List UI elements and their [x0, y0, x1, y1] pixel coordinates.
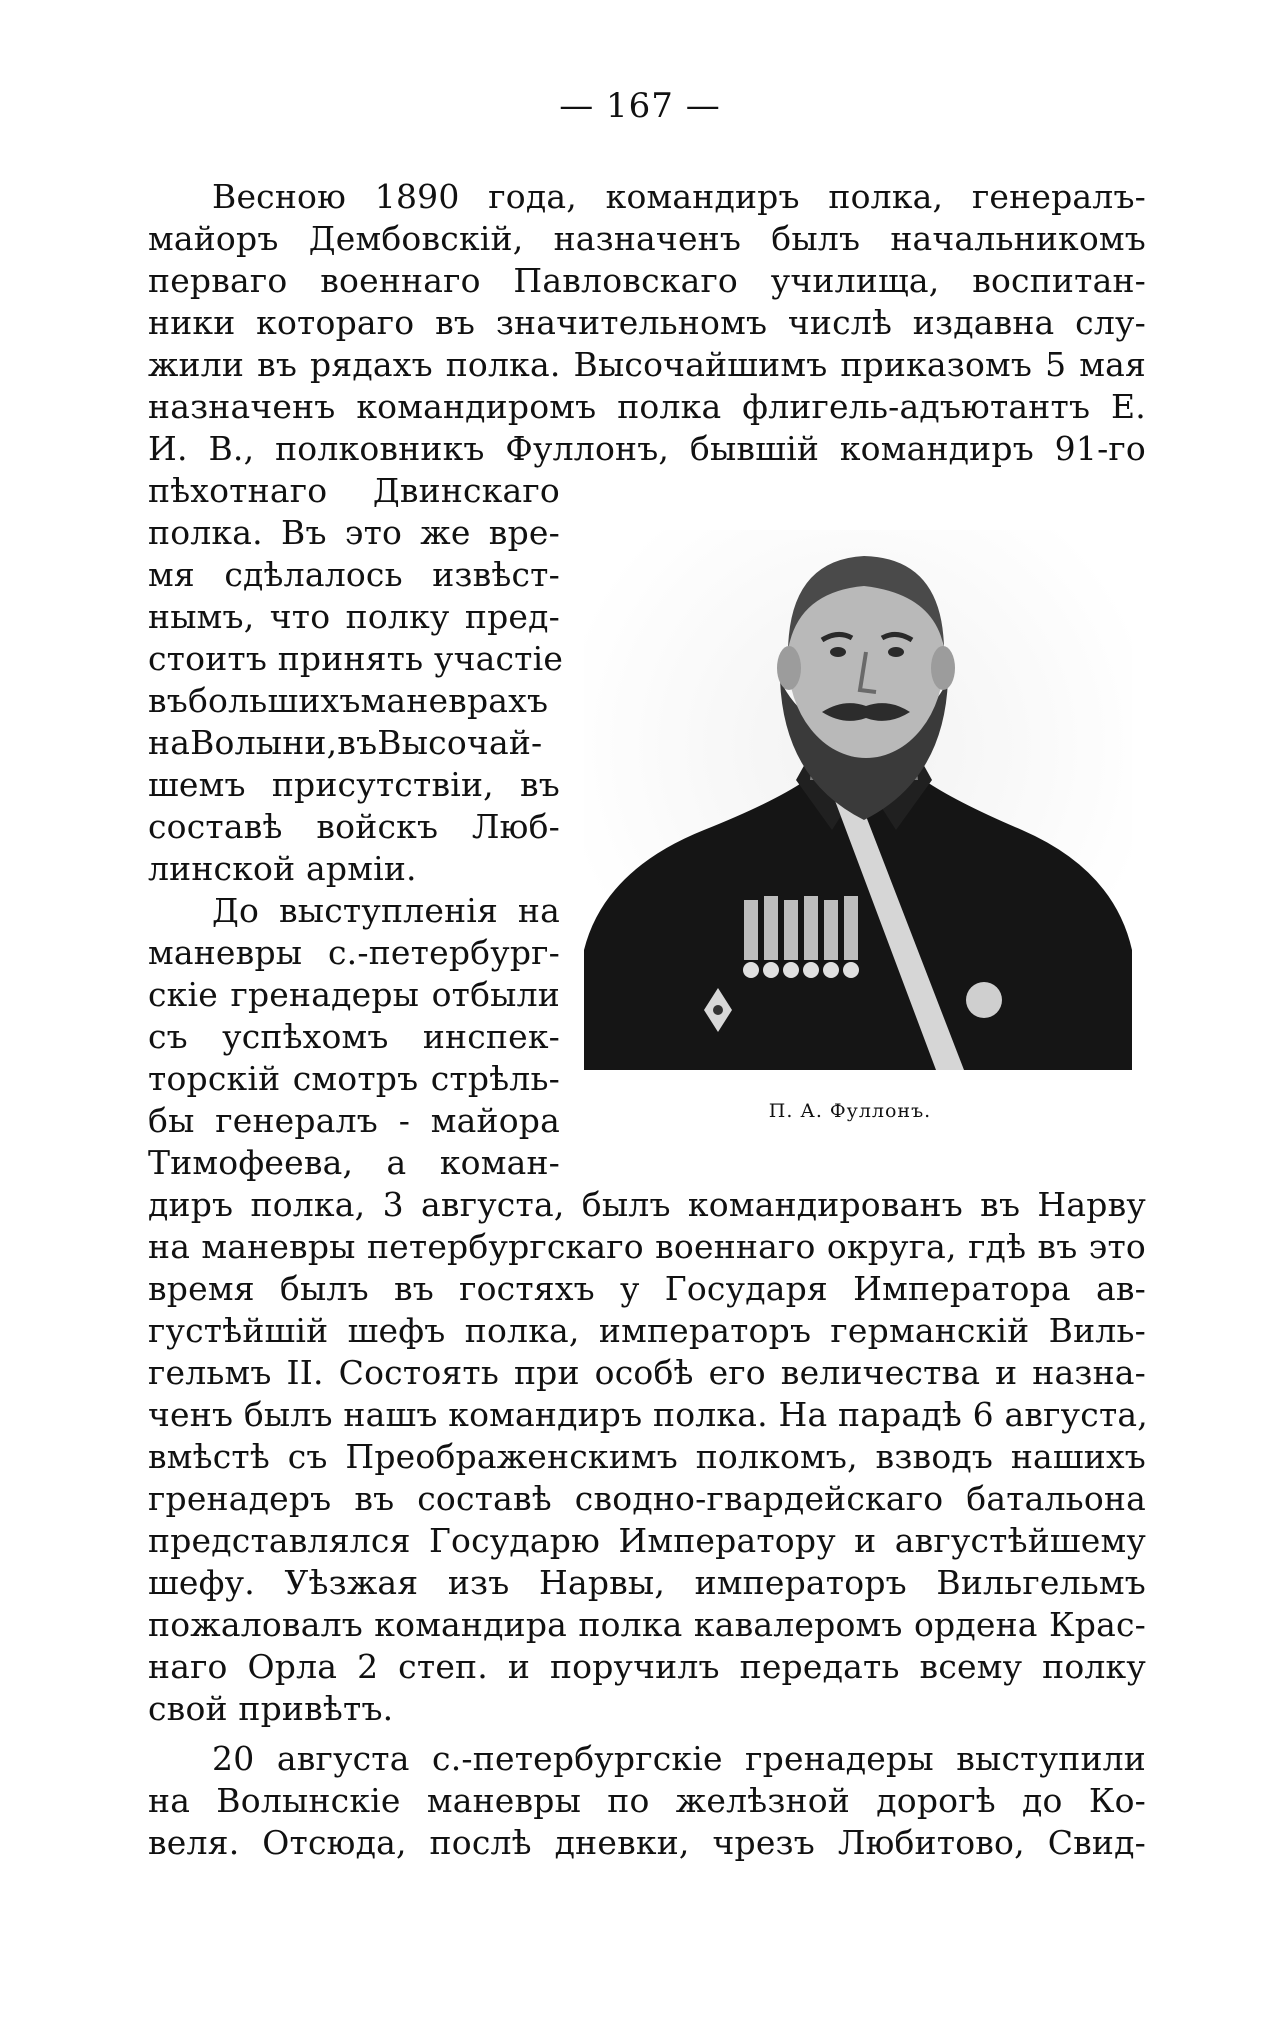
text-line-39: на Волынскіе маневры по желѣзной дорогѣ до Ко- [148, 1781, 1146, 1820]
text-line-6: назначенъ командиромъ полка флигель-адъютантъ Е. [148, 387, 1146, 426]
text-line-17: линской арміи. [148, 849, 417, 888]
text-line-40: веля. Отсюда, послѣ дневки, чрезъ Любитово, Свид- [148, 1823, 1146, 1862]
text-line-7: И. В., полковникъ Фуллонъ, бывшій командиръ 91-го [148, 429, 1146, 468]
text-line-11: нымъ, что полку пред- [148, 597, 560, 636]
text-line-19: маневры с.-петербург- [148, 933, 560, 972]
text-line-9: полка. Въ это же вре- [148, 513, 560, 552]
text-line-37: свой привѣтъ. [148, 1689, 394, 1728]
text-line-3: перваго военнаго Павловскаго училища, воспитан- [148, 261, 1146, 300]
text-line-2: майоръ Дембовскій, назначенъ былъ начальникомъ [148, 219, 1146, 258]
text-line-26: на маневры петербургскаго военнаго округа, гдѣ въ это [148, 1227, 1146, 1266]
text-line-36: наго Орла 2 степ. и поручилъ передать всему полку [148, 1647, 1146, 1686]
text-line-18: До выступленія на [212, 891, 560, 930]
text-line-21: съ успѣхомъ инспек- [148, 1017, 560, 1056]
text-line-12: стоитъ принять участіе [148, 639, 564, 678]
portrait-photo [584, 530, 1132, 1070]
text-line-24: Тимофеева, а коман- [148, 1143, 560, 1182]
text-line-34: шефу. Уѣзжая изъ Нарвы, императоръ Вильгельмъ [148, 1563, 1146, 1602]
text-line-31: вмѣстѣ съ Преображенскимъ полкомъ, взводъ нашихъ [148, 1437, 1146, 1476]
text-line-5: жили въ рядахъ полка. Высочайшимъ приказомъ 5 мая [148, 345, 1146, 384]
text-line-33: представлялся Государю Императору и августѣйшему [148, 1521, 1146, 1560]
text-line-8: пѣхотнаго Двинскаго [148, 471, 560, 510]
text-line-27: время былъ въ гостяхъ у Государя Императора ав- [148, 1269, 1146, 1308]
text-line-10: мя сдѣлалось извѣст- [148, 555, 560, 594]
text-line-22: торскій смотръ стрѣль- [148, 1059, 560, 1098]
text-line-1: Весною 1890 года, командиръ полка, генералъ- [212, 177, 1146, 216]
text-line-35: пожаловалъ командира полка кавалеромъ ордена Крас- [148, 1605, 1146, 1644]
text-line-13: въбольшихъманеврахъ [148, 681, 549, 720]
text-line-23: бы генералъ - майора [148, 1101, 560, 1140]
text-line-15: шемъ присутствіи, въ [148, 765, 560, 804]
text-line-29: гельмъ II. Состоять при особѣ его величества и назна- [148, 1353, 1146, 1392]
text-line-38: 20 августа с.-петербургскіе гренадеры выступили [212, 1739, 1146, 1778]
portrait-caption: П. А. Фуллонъ. [768, 1100, 932, 1122]
text-line-20: скіе гренадеры отбыли [148, 975, 560, 1014]
text-line-16: составѣ войскъ Люб- [148, 807, 560, 846]
text-line-4: ники котораго въ значительномъ числѣ издавна слу- [148, 303, 1146, 342]
text-line-28: густѣйшій шефъ полка, императоръ германскій Виль- [148, 1311, 1146, 1350]
text-line-25: диръ полка, 3 августа, былъ командированъ въ Нарву [148, 1185, 1146, 1224]
text-line-32: гренадеръ въ составѣ сводно-гвардейскаго батальона [148, 1479, 1146, 1518]
page-number: — 167 — [559, 86, 721, 126]
text-line-30: ченъ былъ нашъ командиръ полка. На парадѣ 6 августа, [148, 1395, 1148, 1434]
text-line-14: наВолыни,въВысочай- [148, 723, 543, 762]
